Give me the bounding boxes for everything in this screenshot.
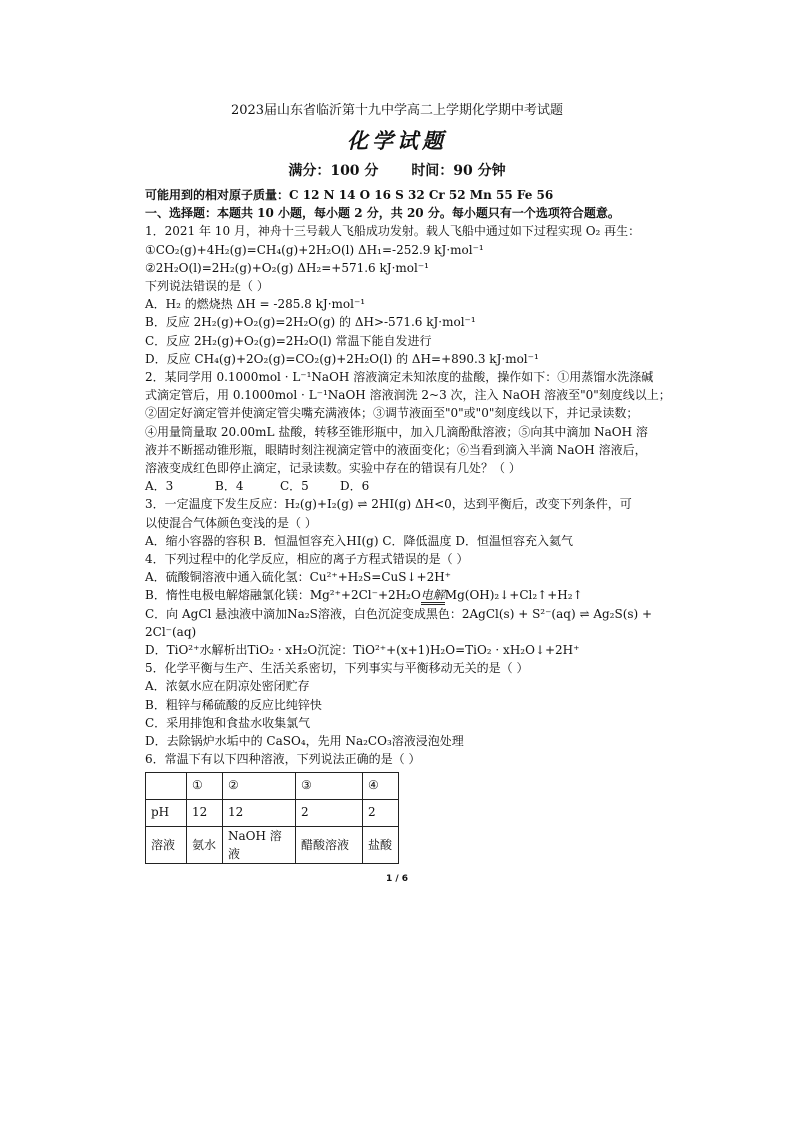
q6-stem: 6．常温下有以下四种溶液，下列说法正确的是（ ） xyxy=(145,752,421,767)
q1-option-c: C．反应 2H₂(g)+O₂(g)=2H₂O(l) 常温下能自发进行 xyxy=(145,333,432,348)
question-3 xyxy=(145,495,665,550)
table-row xyxy=(146,826,399,863)
q2-line-4: ④用量筒量取 20.00mL 盐酸，转移至锥形瓶中，加入几滴酚酞溶液；⑤向其中滴加 NaOH 溶 xyxy=(145,424,648,439)
question-2 xyxy=(145,368,671,495)
q4-option-b-right: Mg(OH)₂↓+Cl₂↑+H₂↑ xyxy=(444,588,583,603)
q5-option-b: B．粗锌与稀硫酸的反应比纯锌快 xyxy=(145,697,322,712)
q3-line-2: 以使混合气体颜色变浅的是（ ） xyxy=(145,515,317,530)
q3-options: A．缩小容器的容积 B．恒温恒容充入HI(g) C．降低温度 D．恒温恒容充入氦气 xyxy=(145,533,573,548)
q1-equation-2: ②2H₂O(l)=2H₂(g)+O₂(g) ΔH₂=+571.6 kJ·mol⁻¹ xyxy=(145,260,429,275)
exam-body xyxy=(145,186,671,864)
q2-option-a: A．3 xyxy=(145,479,174,494)
q2-line-3: ②固定好滴定管并使滴定管尖嘴充满液体；③调节液面至"0"或"0"刻度线以下，并记录读数； xyxy=(145,406,639,421)
table-cell: ① xyxy=(187,772,223,799)
table-cell: NaOH 溶液 xyxy=(223,826,296,863)
table-cell: ③ xyxy=(296,772,363,799)
q5-option-d: D．去除锅炉水垢中的 CaSO₄，先用 Na₂CO₃溶液浸泡处理 xyxy=(145,734,464,749)
q2-options xyxy=(145,477,665,495)
q4-option-d: D．TiO²⁺水解析出TiO₂ · xH₂O沉淀：TiO²⁺+(x+1)H₂O=TiO₂ · xH₂O↓+2H⁺ xyxy=(145,643,580,658)
table-row xyxy=(146,799,399,826)
question-4 xyxy=(145,550,665,659)
exam-title: 2023届山东省临沂第十九中学高二上学期化学期中考试题 xyxy=(230,103,564,118)
q4-option-c: C．向 AgCl 悬浊液中滴加Na₂S溶液，白色沉淀变成黑色：2AgCl(s) + S²⁻(aq) ⇌ Ag₂S(s) + xyxy=(145,606,653,621)
atomic-masses: 可能用到的相对原子质量：C 12 N 14 O 16 S 32 Cr 52 Mn 55 Fe 56 xyxy=(145,188,554,202)
q4-option-c-cont: 2Cl⁻(aq) xyxy=(145,624,197,639)
q1-option-d: D．反应 CH₄(g)+2O₂(g)=CO₂(g)+2H₂O(l) 的 ΔH=+890.3 kJ·mol⁻¹ xyxy=(145,351,539,366)
table-cell: 2 xyxy=(363,799,399,826)
q4-stem: 4．下列过程中的化学反应，相应的离子方程式错误的是（ ） xyxy=(145,552,469,567)
table-cell: 醋酸溶液 xyxy=(296,826,363,863)
table-cell: 氨水 xyxy=(187,826,223,863)
table-cell: 2 xyxy=(296,799,363,826)
table-cell: ④ xyxy=(363,772,399,799)
q2-option-c: C．5 xyxy=(280,479,309,494)
q2-line-1: 2．某同学用 0.1000mol · L⁻¹NaOH 溶液滴定未知浓度的盐酸，操作如下：①用蒸馏水洗涤碱 xyxy=(145,370,654,385)
subject-title: 化学试题 xyxy=(347,128,447,153)
table-row xyxy=(146,772,399,799)
electrolysis-condition: 电解 xyxy=(421,588,445,605)
page-number: 1 / 6 xyxy=(385,874,409,884)
question-5 xyxy=(145,659,665,750)
solutions-table xyxy=(145,772,399,864)
table-cell xyxy=(146,772,187,799)
full-score: 满分：100 分 xyxy=(288,163,379,179)
table-cell: 溶液 xyxy=(146,826,187,863)
q1-stem: 1．2021 年 10 月，神舟十三号载人飞船成功发射。载人飞船中通过如下过程实现 O₂ 再生： xyxy=(145,224,641,239)
q4-option-b-left: B．惰性电极电解熔融氯化镁：Mg²⁺+2Cl⁻+2H₂O xyxy=(145,588,421,603)
q5-option-a: A．浓氨水应在阴凉处密闭贮存 xyxy=(145,679,310,694)
table-cell: 12 xyxy=(223,799,296,826)
q4-option-b xyxy=(145,586,665,604)
table-cell: 盐酸 xyxy=(363,826,399,863)
q3-line-1: 3．一定温度下发生反应：H₂(g)+I₂(g) ⇌ 2HI(g) ΔH<0，达到平衡后，改变下列条件，可 xyxy=(145,497,632,512)
q5-stem: 5．化学平衡与生产、生活关系密切，下列事实与平衡移动无关的是（ ） xyxy=(145,661,529,676)
q1-option-b: B．反应 2H₂(g)+O₂(g)=2H₂O(g) 的 ΔH>-571.6 kJ·mol⁻¹ xyxy=(145,315,476,330)
section-heading: 一、选择题：本题共 10 小题，每小题 2 分，共 20 分。每小题只有一个选项符合题意。 xyxy=(145,206,620,221)
q2-line-5: 液并不断摇动锥形瓶，眼睛时刻注视滴定管中的液面变化；⑥当看到滴入半滴 NaOH 溶液后， xyxy=(145,442,647,457)
table-cell: ② xyxy=(223,772,296,799)
q2-option-d: D．6 xyxy=(340,479,370,494)
exam-time: 时间：90 分钟 xyxy=(411,163,506,179)
question-1 xyxy=(145,222,665,368)
q1-equation-1: ①CO₂(g)+4H₂(g)=CH₄(g)+2H₂O(l) ΔH₁=-252.9 kJ·mol⁻¹ xyxy=(145,242,484,257)
q2-line-2: 式滴定管后，用 0.1000mol · L⁻¹NaOH 溶液润洗 2~3 次，注入 NaOH 溶液至"0"刻度线以上； xyxy=(145,388,671,403)
q5-option-c: C．采用排饱和食盐水收集氯气 xyxy=(145,715,311,730)
score-time-line xyxy=(0,160,794,180)
q4-option-a: A．硫酸铜溶液中通入硫化氢：Cu²⁺+H₂S=CuS↓+2H⁺ xyxy=(145,570,452,585)
q1-prompt: 下列说法错误的是（ ） xyxy=(145,279,269,294)
table-cell: 12 xyxy=(187,799,223,826)
question-6 xyxy=(145,750,665,864)
q1-option-a: A．H₂ 的燃烧热 ΔH = -285.8 kJ·mol⁻¹ xyxy=(145,297,366,312)
table-cell: pH xyxy=(146,799,187,826)
q2-option-b: B．4 xyxy=(215,479,244,494)
q2-line-6: 溶液变成红色即停止滴定，记录读数。实验中存在的错误有几处？（ ） xyxy=(145,461,521,476)
